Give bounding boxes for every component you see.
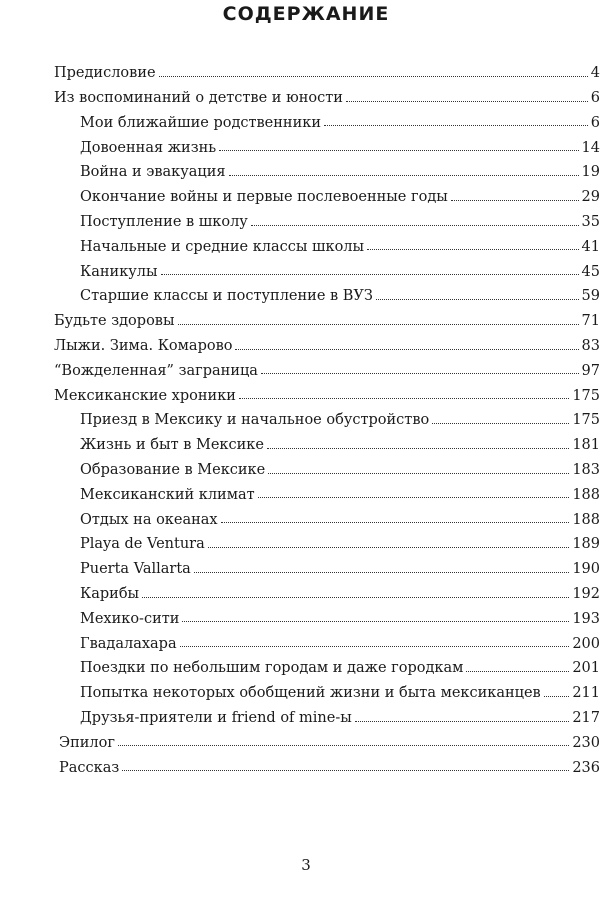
toc-dot-leader bbox=[194, 572, 570, 573]
toc-entry-title: Образование в Мексике bbox=[80, 462, 266, 479]
toc-entry-page: 192 bbox=[572, 586, 600, 603]
toc-entry-title: Начальные и средние классы школы bbox=[80, 238, 365, 255]
toc-entry-title: Лыжи. Зима. Комарово bbox=[54, 338, 233, 355]
toc-entry-page: 83 bbox=[581, 338, 600, 355]
toc-entry bbox=[0, 655, 612, 680]
toc-entry-title: Друзья-приятели и friend of mine-ы bbox=[80, 710, 352, 727]
toc-entry-title: Приезд в Мексику и начальное обустройство bbox=[80, 412, 430, 429]
toc-entry-page: 29 bbox=[581, 189, 600, 206]
toc-entry-title: Окончание войны и первые послевоенные годы bbox=[80, 189, 448, 206]
toc-dot-leader bbox=[229, 175, 579, 176]
toc-entry bbox=[0, 283, 612, 308]
toc-dot-leader bbox=[142, 597, 569, 598]
toc-entry-page: 230 bbox=[572, 734, 600, 751]
toc-entry-page: 217 bbox=[572, 710, 600, 727]
toc-entry bbox=[0, 754, 612, 779]
toc-entry-title: Попытка некоторых обобщений жизни и быта мексиканцев bbox=[80, 685, 541, 702]
toc-entry-title: Гвадалахара bbox=[80, 635, 177, 652]
toc-entry bbox=[0, 209, 612, 234]
toc-dot-leader bbox=[451, 200, 579, 201]
toc-dot-leader bbox=[258, 497, 570, 498]
toc-entry-title: Карибы bbox=[80, 586, 140, 603]
toc-dot-leader bbox=[208, 547, 570, 548]
toc-dot-leader bbox=[267, 448, 569, 449]
toc-entry-page: 236 bbox=[572, 759, 600, 776]
toc-entry-title: Каникулы bbox=[80, 263, 158, 280]
toc-entry bbox=[0, 506, 612, 531]
toc-entry-page: 193 bbox=[572, 610, 600, 627]
toc-entry-title: Playa de Ventura bbox=[80, 536, 205, 553]
toc-entry bbox=[0, 234, 612, 259]
toc-entry-title: Мехико-сити bbox=[80, 610, 180, 627]
toc-entry bbox=[0, 482, 612, 507]
toc-entry-page: 14 bbox=[581, 139, 600, 156]
toc-entry-page: 6 bbox=[590, 114, 600, 131]
toc-entry-page: 175 bbox=[572, 387, 600, 404]
toc-entry-title: Поездки по небольшим городам и даже городкам bbox=[80, 660, 464, 677]
toc-entry-title: Поступление в школу bbox=[80, 214, 248, 231]
toc-dot-leader bbox=[235, 349, 578, 350]
toc-entry-title: Рассказ bbox=[59, 759, 120, 776]
toc-dot-leader bbox=[324, 125, 588, 126]
toc-entry-title: Предисловие bbox=[54, 65, 156, 82]
toc-dot-leader bbox=[367, 249, 578, 250]
toc-entry-title: Жизнь и быт в Мексике bbox=[80, 437, 264, 454]
toc-entry bbox=[0, 581, 612, 606]
toc-dot-leader bbox=[261, 373, 579, 374]
toc-entry-title: Мексиканские хроники bbox=[54, 387, 236, 404]
toc-dot-leader bbox=[178, 324, 579, 325]
toc-entry-title: Будьте здоровы bbox=[54, 313, 175, 330]
toc-entry-title: Старшие классы и поступление в ВУЗ bbox=[80, 288, 373, 305]
toc-entry-page: 19 bbox=[581, 164, 600, 181]
toc-entry-page: 4 bbox=[590, 65, 600, 82]
toc-entry bbox=[0, 432, 612, 457]
toc-entry-page: 201 bbox=[572, 660, 600, 677]
toc-entry bbox=[0, 333, 612, 358]
toc-entry bbox=[0, 184, 612, 209]
toc-entry-title: Из воспоминаний о детстве и юности bbox=[54, 90, 343, 107]
toc-entry-title: Puerta Vallarta bbox=[80, 561, 191, 578]
toc-entry bbox=[0, 556, 612, 581]
toc-entry bbox=[0, 705, 612, 730]
page-number: 3 bbox=[301, 856, 311, 874]
toc-entry-page: 45 bbox=[581, 263, 600, 280]
toc-dot-leader bbox=[251, 225, 579, 226]
toc-entry-title: Мексиканский климат bbox=[80, 486, 255, 503]
toc-entry-title: Отдых на океанах bbox=[80, 511, 218, 528]
toc-dot-leader bbox=[219, 150, 578, 151]
toc-entry bbox=[0, 134, 612, 159]
toc-entry bbox=[0, 382, 612, 407]
toc-dot-leader bbox=[161, 274, 579, 275]
toc-entry bbox=[0, 308, 612, 333]
toc-entry bbox=[0, 110, 612, 135]
toc-entry-page: 175 bbox=[572, 412, 600, 429]
toc-entry-page: 190 bbox=[572, 561, 600, 578]
toc-entry-page: 6 bbox=[590, 90, 600, 107]
toc-dot-leader bbox=[239, 398, 569, 399]
toc-entry bbox=[0, 606, 612, 631]
toc-dot-leader bbox=[182, 621, 569, 622]
toc-entry-page: 189 bbox=[572, 536, 600, 553]
toc-entry-page: 188 bbox=[572, 486, 600, 503]
toc-entry-title: Эпилог bbox=[59, 734, 115, 751]
toc-entry bbox=[0, 159, 612, 184]
toc-dot-leader bbox=[268, 473, 569, 474]
toc-entry bbox=[0, 85, 612, 110]
toc-dot-leader bbox=[355, 721, 570, 722]
toc-dot-leader bbox=[376, 299, 579, 300]
toc-entry-page: 59 bbox=[581, 288, 600, 305]
toc-entry bbox=[0, 457, 612, 482]
toc-entry-page: 97 bbox=[581, 362, 600, 379]
toc-dot-leader bbox=[180, 646, 570, 647]
toc-dot-leader bbox=[432, 423, 569, 424]
toc-entry-page: 188 bbox=[572, 511, 600, 528]
toc-entry-page: 200 bbox=[572, 635, 600, 652]
table-of-contents bbox=[0, 60, 612, 779]
toc-entry-page: 183 bbox=[572, 462, 600, 479]
toc-entry bbox=[0, 680, 612, 705]
toc-entry-page: 181 bbox=[572, 437, 600, 454]
toc-dot-leader bbox=[118, 745, 569, 746]
toc-dot-leader bbox=[159, 76, 588, 77]
toc-entry bbox=[0, 730, 612, 755]
toc-entry bbox=[0, 531, 612, 556]
toc-entry-title: Мои ближайшие родственники bbox=[80, 114, 321, 131]
toc-entry-page: 71 bbox=[581, 313, 600, 330]
toc-entry bbox=[0, 258, 612, 283]
toc-entry bbox=[0, 407, 612, 432]
toc-dot-leader bbox=[221, 522, 570, 523]
toc-dot-leader bbox=[122, 770, 569, 771]
toc-entry-page: 211 bbox=[572, 685, 600, 702]
toc-entry bbox=[0, 358, 612, 383]
page-title: СОДЕРЖАНИЕ bbox=[222, 3, 390, 25]
toc-dot-leader bbox=[466, 671, 569, 672]
toc-entry-page: 41 bbox=[581, 238, 600, 255]
toc-entry-title: Война и эвакуация bbox=[80, 164, 226, 181]
toc-entry bbox=[0, 630, 612, 655]
toc-entry-page: 35 bbox=[581, 214, 600, 231]
toc-dot-leader bbox=[346, 101, 588, 102]
toc-entry bbox=[0, 60, 612, 85]
toc-entry-title: “Вожделенная” заграница bbox=[54, 362, 258, 379]
toc-entry-title: Довоенная жизнь bbox=[80, 139, 217, 156]
toc-dot-leader bbox=[544, 696, 570, 697]
